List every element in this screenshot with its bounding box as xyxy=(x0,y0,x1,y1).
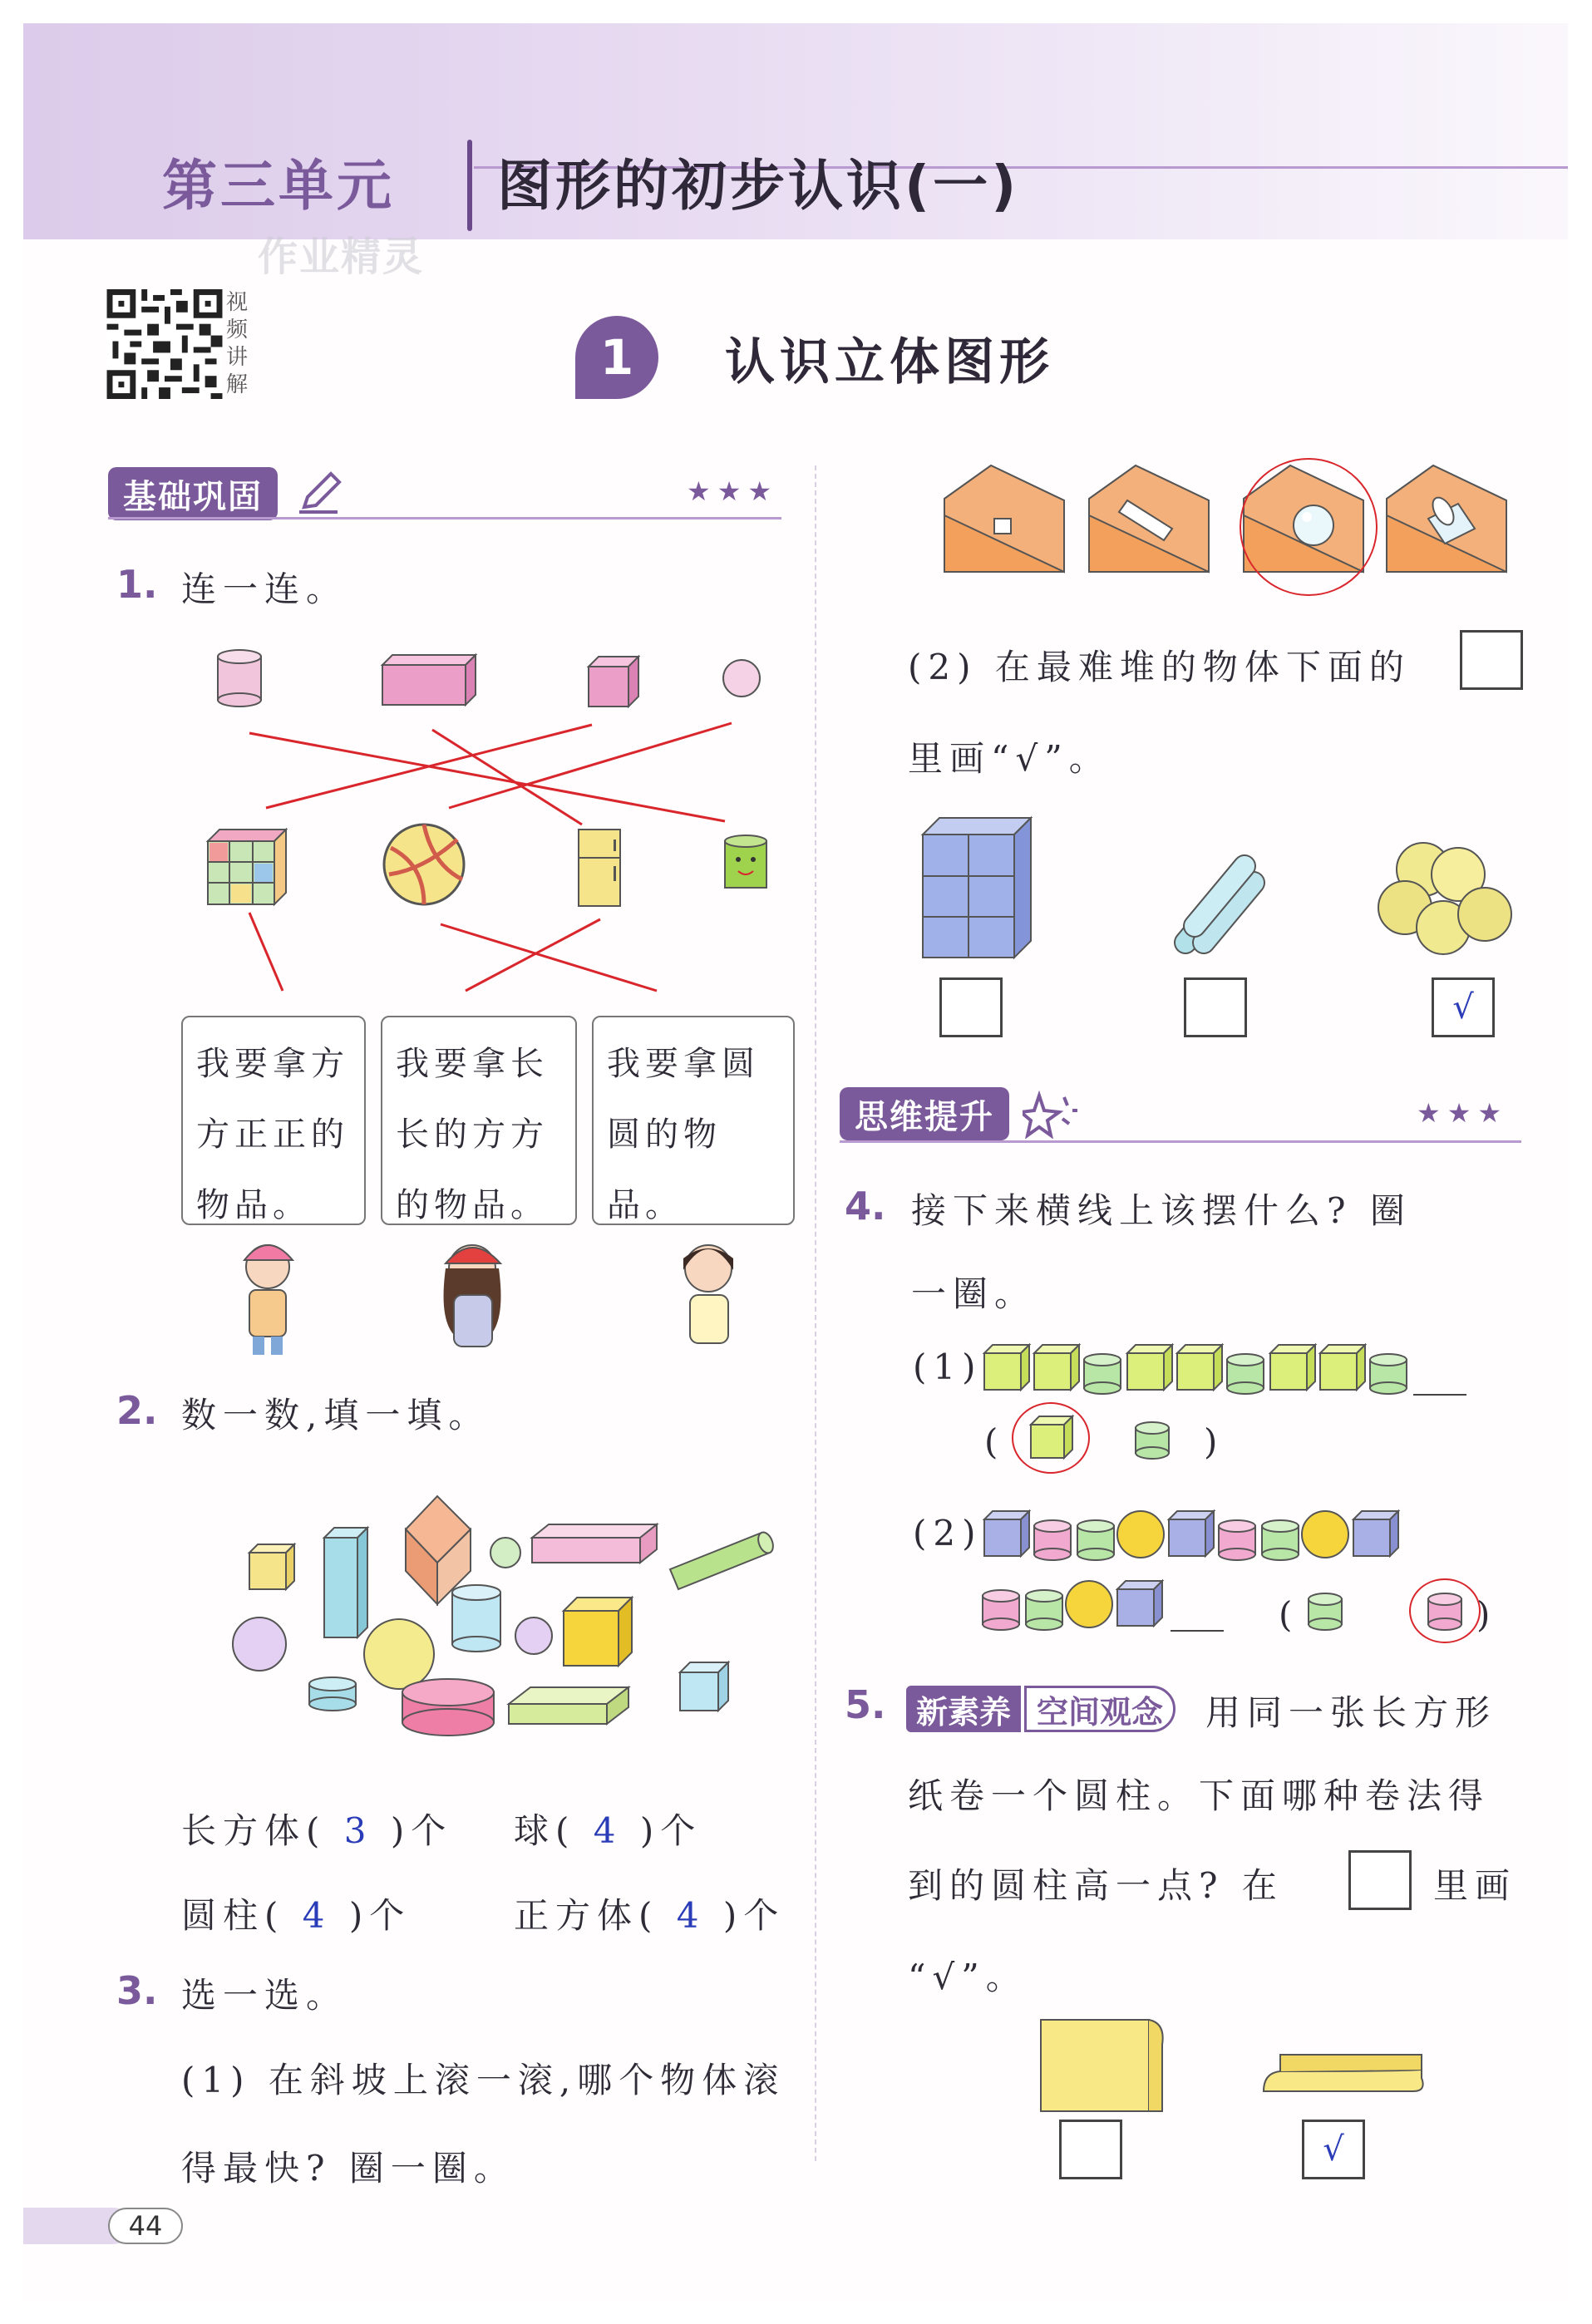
speech-bubble-square: 我要拿方 方正正的 物品。 xyxy=(181,1016,366,1225)
unit-label: 第三单元 xyxy=(162,154,395,218)
cuboid-shape xyxy=(382,655,476,705)
sparkle-star-icon xyxy=(1023,1089,1081,1139)
sphere-shape xyxy=(723,660,760,697)
lesson-number-badge: 1 xyxy=(575,316,658,399)
q3-answer-box-spheres[interactable]: √ xyxy=(1432,977,1495,1037)
cube-answer: 4 xyxy=(676,1895,706,1936)
q3-text: 选一选。 xyxy=(181,1975,348,2016)
tall-roll xyxy=(1041,2020,1163,2111)
q4-part2-label: (2) xyxy=(913,1513,983,1553)
difficulty-stars: ★★★ xyxy=(1417,1097,1509,1129)
stacked-cubes xyxy=(923,818,1031,958)
q3-part1-line1: (1) 在斜坡上滚一滚,哪个物体滚 xyxy=(181,2060,786,2100)
section-thinking-tag: 思维提升 xyxy=(840,1087,1009,1140)
q5-paper-roll-figure xyxy=(1031,2011,1430,2120)
q2-cylinder-count xyxy=(181,1888,411,1938)
q4-part1-options xyxy=(1008,1396,1215,1480)
cylinder-shape xyxy=(218,650,261,707)
children-illustration xyxy=(224,1227,790,1360)
cuboid-label: 长方体( xyxy=(181,1810,327,1851)
q4-part2-paren-close: ) xyxy=(1476,1594,1497,1635)
q3-answer-box-cubes[interactable] xyxy=(939,977,1003,1037)
slope-with-sphere xyxy=(1240,459,1377,595)
unit-label: )个 xyxy=(390,1810,453,1851)
q3-number: 3. xyxy=(116,1968,158,2013)
q2-number: 2. xyxy=(116,1388,158,1433)
q2-cuboid-count xyxy=(181,1804,452,1854)
q4-part2-paren-open: ( xyxy=(1279,1594,1299,1635)
column-divider xyxy=(815,465,816,2161)
sphere-label: 球( xyxy=(514,1810,576,1851)
short-roll xyxy=(1264,2055,1423,2091)
slope-with-small-cube xyxy=(944,465,1064,572)
rubiks-cube-object xyxy=(208,830,286,904)
q4-part1-label: (1) xyxy=(913,1347,983,1387)
q3-answer-box-inline[interactable] xyxy=(1460,630,1523,690)
q2-cube-count xyxy=(514,1888,785,1938)
q5-answer-box-tall[interactable] xyxy=(1059,2120,1122,2179)
q4-pattern2-row1 xyxy=(981,1503,1480,1568)
q4-line2: 一圈。 xyxy=(911,1273,1037,1314)
cylinder-answer: 4 xyxy=(302,1895,332,1936)
q3-part1-line2: 得最快? 圈一圈。 xyxy=(181,2148,515,2189)
q3-slopes-figure xyxy=(931,449,1530,598)
slope-with-cuboid xyxy=(1089,465,1209,572)
section-thinking-underline xyxy=(840,1140,1521,1143)
q5-line3b: 里画 xyxy=(1433,1865,1517,1906)
qr-code-icon[interactable] xyxy=(106,289,223,399)
q4-part1-paren-close: ) xyxy=(1204,1421,1225,1462)
qr-label: 视频讲解 xyxy=(226,290,249,397)
tag-spatial-concept: 空间观念 xyxy=(1024,1686,1176,1732)
q3-part2-line1: (2) 在最难堆的物体下面的 xyxy=(908,647,1411,687)
q4-pattern2-row2 xyxy=(976,1571,1541,1646)
sphere-answer: 4 xyxy=(593,1810,623,1851)
refrigerator-object xyxy=(579,830,620,906)
q5-inline-box[interactable] xyxy=(1348,1850,1412,1910)
q5-line2: 纸卷一个圆柱。下面哪种卷法得 xyxy=(908,1775,1491,1816)
speech-bubble-long: 我要拿长 长的方方 的物品。 xyxy=(381,1016,577,1225)
tag-new-literacy: 新素养 xyxy=(906,1686,1021,1732)
header-divider xyxy=(467,140,472,231)
stacked-cylinders xyxy=(1185,866,1254,943)
child-avatar xyxy=(683,1245,733,1343)
unit-label: )个 xyxy=(348,1895,412,1936)
q4-line1: 接下来横线上该摆什么? 圈 xyxy=(911,1190,1412,1231)
q5-number: 5. xyxy=(845,1682,886,1727)
q3-stack-figure xyxy=(914,808,1530,974)
cylinder-label: 圆柱( xyxy=(181,1895,285,1936)
slope-with-cylinder xyxy=(1387,465,1506,572)
q4-pattern1-figure xyxy=(981,1337,1480,1401)
q2-shapes-figure xyxy=(224,1480,790,1745)
pencil-icon xyxy=(296,469,346,515)
q4-number: 4. xyxy=(845,1184,886,1228)
cuboid-answer: 3 xyxy=(343,1810,373,1851)
q2-sphere-count xyxy=(514,1804,702,1854)
section-basic-tag: 基础巩固 xyxy=(108,467,278,520)
q1-text: 连一连。 xyxy=(181,569,348,609)
speech-bubble-round: 我要拿圆 圆的物品。 xyxy=(592,1016,795,1225)
cube-shape xyxy=(589,657,638,707)
q3-part2-line2: 里画“√”。 xyxy=(908,738,1111,779)
difficulty-stars: ★★★ xyxy=(687,475,779,507)
section-basic-underline xyxy=(108,517,781,519)
unit-title: 图形的初步认识(一) xyxy=(497,154,1020,218)
volleyball-object xyxy=(384,825,464,904)
page-number: 44 xyxy=(108,2208,183,2244)
green-can-object xyxy=(725,835,766,888)
child-avatar xyxy=(444,1245,501,1347)
q5-answer-box-short[interactable]: √ xyxy=(1302,2120,1365,2179)
q2-text: 数一数,填一填。 xyxy=(181,1395,490,1435)
lesson-title: 认识立体图形 xyxy=(725,333,1054,391)
q5-line4: “√”。 xyxy=(908,1957,1028,1997)
q4-part1-paren-open: ( xyxy=(984,1421,1005,1462)
stacked-spheres xyxy=(1378,843,1511,954)
unit-label: )个 xyxy=(722,1895,786,1936)
unit-label: )个 xyxy=(639,1810,702,1851)
q5-line3: 到的圆柱高一点? 在 xyxy=(908,1865,1284,1906)
q5-line1: 用同一张长方形 xyxy=(1205,1692,1497,1733)
q1-matching-figure xyxy=(183,640,798,1022)
child-avatar xyxy=(244,1245,293,1355)
q1-number: 1. xyxy=(116,562,158,607)
watermark: 作业精灵 xyxy=(258,234,425,280)
cube-label: 正方体( xyxy=(514,1895,659,1936)
q3-answer-box-cylinders[interactable] xyxy=(1184,977,1247,1037)
